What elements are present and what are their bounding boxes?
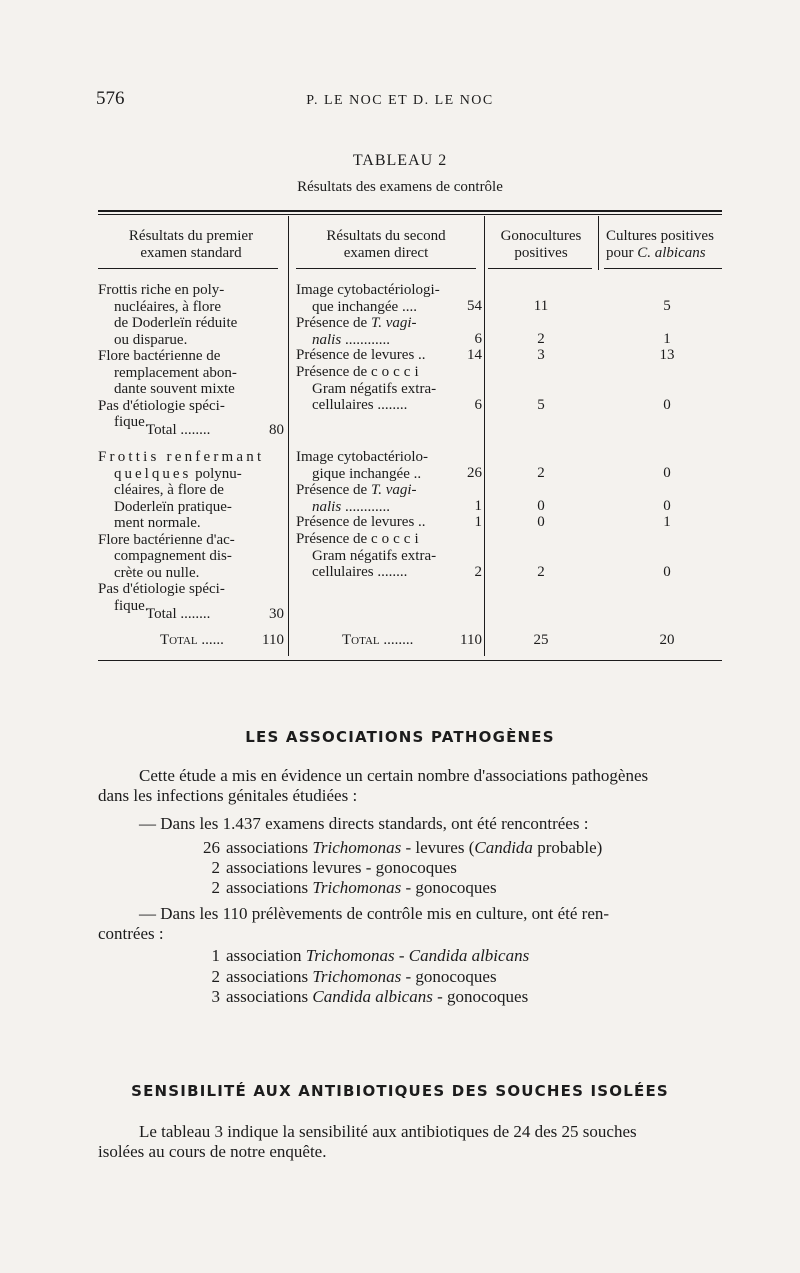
gono-cell: 0 <box>537 514 545 530</box>
table-row: Présence de levures .. <box>296 514 426 530</box>
gono-cell: 3 <box>537 347 545 363</box>
count-cell: 26 <box>467 465 482 481</box>
running-head: P. LE NOC ET D. LE NOC <box>306 93 494 108</box>
column-header-first-exam: Résultats du premier examen standard <box>128 228 254 261</box>
list-item: 3 associations Candida albicans - gonocoques <box>211 987 529 1006</box>
second-total-label: Total ........ <box>342 632 414 648</box>
paragraph-line: isolées au cours de notre enquête. <box>98 1142 327 1161</box>
candida-cell: 0 <box>663 564 671 580</box>
gono-cell: 2 <box>537 564 545 580</box>
table-row: Image cytobactériologi- que inchangée .... <box>296 282 440 315</box>
section-title-antibiotics: SENSIBILITÉ AUX ANTIBIOTIQUES DES SOUCHES ISOLÉES <box>131 1082 669 1100</box>
group2-total-label: Total ........ <box>146 606 211 622</box>
paragraph-line: contrées : <box>98 924 164 943</box>
list-item: 26 associations Trichomonas - levures (Candida probable) <box>203 838 603 857</box>
table-row: Présence de T. vagi- nalis ............ <box>296 482 417 515</box>
list-item: 2 associations levures - gonocoques <box>211 858 457 877</box>
column-header-candida: Cultures positives pour C. albicans <box>606 228 714 261</box>
table-row: Présence de cocci Gram négatifs extra- cellulaires ........ <box>296 531 437 580</box>
candida-cell: 1 <box>663 514 671 530</box>
candida-cell: 1 <box>663 331 671 347</box>
group1-first-exam: Frottis riche en poly- nucléaires, à flore de Doderleïn réduite ou disparue. Flore bactérienne de remplacement abon- dante souvent mixte Pas d'étiologie spéci- fique. <box>98 282 238 430</box>
group1-total-value: 80 <box>269 422 284 438</box>
header-rule <box>604 268 722 269</box>
count-cell: 14 <box>467 347 482 363</box>
header-rule <box>296 268 476 269</box>
table-title: TABLEAU 2 <box>352 152 448 169</box>
table-top-rule-thin <box>98 214 722 215</box>
count-cell: 6 <box>474 397 482 413</box>
grand-total-label: Total ...... <box>160 632 224 648</box>
gono-cell: 2 <box>537 465 545 481</box>
candida-cell: 0 <box>663 465 671 481</box>
table-row: Présence de T. vagi- nalis ............ <box>296 315 417 348</box>
list-item: 2 associations Trichomonas - gonocoques <box>211 878 497 897</box>
paragraph-line: dans les infections génitales étudiées : <box>98 786 358 805</box>
table-row: Présence de levures .. <box>296 347 426 363</box>
candida-cell: 0 <box>663 397 671 413</box>
group1-total-label: Total ........ <box>146 422 211 438</box>
column-divider <box>288 216 289 656</box>
candida-total: 20 <box>659 632 675 648</box>
candida-cell: 5 <box>663 298 671 314</box>
table-row: Image cytobactériolo- gique inchangée .. <box>296 449 429 482</box>
gono-cell: 2 <box>537 331 545 347</box>
section-title-associations: LES ASSOCIATIONS PATHOGÈNES <box>245 728 555 746</box>
gono-cell: 0 <box>537 498 545 514</box>
table-bottom-rule <box>98 660 722 661</box>
list-item: 1 association Trichomonas - Candida albicans <box>211 946 530 965</box>
column-divider <box>484 216 485 656</box>
second-total-value: 110 <box>460 632 482 648</box>
candida-cell: 0 <box>663 498 671 514</box>
paragraph-line: — Dans les 110 prélèvements de contrôle mis en culture, ont été ren- <box>139 904 610 923</box>
count-cell: 2 <box>474 564 482 580</box>
candida-cell: 13 <box>659 347 675 363</box>
table-top-rule <box>98 210 722 212</box>
gono-cell: 5 <box>537 397 545 413</box>
column-divider <box>598 216 599 270</box>
group2-first-exam: Frottis renfermant quelques polynu- cléaires, à flore de Doderleïn pratique- ment normale. Flore bactérienne d'ac- compagnement dis- crète ou nulle. Pas d'étiologie spéci- fique. <box>98 449 265 614</box>
paragraph-line: Cette étude a mis en évidence un certain nombre d'associations pathogènes <box>139 766 649 785</box>
paragraph-line: Le tableau 3 indique la sensibilité aux antibiotiques de 24 des 25 souches <box>139 1122 637 1141</box>
group2-total-value: 30 <box>269 606 284 622</box>
count-cell: 1 <box>474 514 482 530</box>
paragraph-line: — Dans les 1.437 examens directs standards, ont été rencontrées : <box>139 814 589 833</box>
gono-total: 25 <box>533 632 549 648</box>
list-item: 2 associations Trichomonas - gonocoques <box>211 967 497 986</box>
count-cell: 54 <box>467 298 482 314</box>
count-cell: 6 <box>474 331 482 347</box>
column-header-gonocultures: Gonocultures positives <box>500 228 582 261</box>
table-caption: Résultats des examens de contrôle <box>297 179 503 195</box>
column-header-second-exam: Résultats du second examen direct <box>326 228 446 261</box>
table-row: Présence de cocci Gram négatifs extra- cellulaires ........ <box>296 364 437 413</box>
count-cell: 1 <box>474 498 482 514</box>
page-number: 576 <box>96 88 125 109</box>
header-rule <box>98 268 278 269</box>
header-rule <box>488 268 592 269</box>
grand-total-value: 110 <box>262 632 284 648</box>
gono-cell: 11 <box>533 298 549 314</box>
